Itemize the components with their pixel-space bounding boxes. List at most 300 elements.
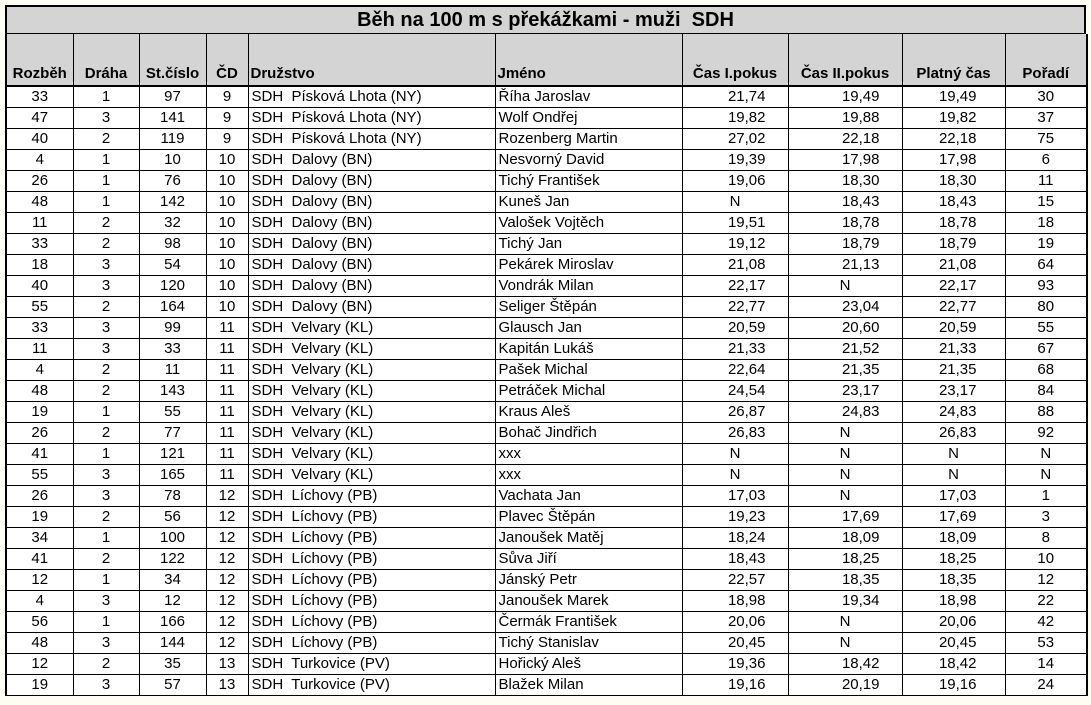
cell-valid-time: 18,42 <box>902 654 1005 675</box>
cell-team: SDH Dalovy (BN) <box>248 255 495 276</box>
cell-cd: 11 <box>206 360 248 381</box>
table-row <box>6 528 1087 549</box>
cell-time-2: N <box>788 612 902 633</box>
cell-draha: 3 <box>73 465 139 486</box>
cell-time-2: 19,34 <box>788 591 902 612</box>
cell-time-1: N <box>682 192 788 213</box>
cell-cd: 13 <box>206 654 248 675</box>
column-header-start-number: St.číslo <box>139 34 206 86</box>
cell-rank: 3 <box>1005 507 1087 528</box>
cell-time-2: 22,18 <box>788 129 902 150</box>
column-header-draha: Dráha <box>73 34 139 86</box>
cell-time-2: 21,35 <box>788 360 902 381</box>
cell-name: Kapitán Lukáš <box>495 339 682 360</box>
cell-team: SDH Písková Lhota (NY) <box>248 86 495 108</box>
cell-time-2: N <box>788 633 902 654</box>
cell-start-number: 99 <box>139 318 206 339</box>
cell-cd: 9 <box>206 108 248 129</box>
cell-team: SDH Líchovy (PB) <box>248 591 495 612</box>
cell-cd: 10 <box>206 255 248 276</box>
cell-start-number: 56 <box>139 507 206 528</box>
cell-valid-time: 17,69 <box>902 507 1005 528</box>
cell-draha: 1 <box>73 528 139 549</box>
cell-time-1: 19,16 <box>682 675 788 696</box>
cell-time-2: 18,79 <box>788 234 902 255</box>
cell-valid-time: 23,17 <box>902 381 1005 402</box>
cell-valid-time: 21,08 <box>902 255 1005 276</box>
cell-rank: 53 <box>1005 633 1087 654</box>
cell-start-number: 78 <box>139 486 206 507</box>
table-row <box>6 255 1087 276</box>
cell-time-2: 18,09 <box>788 528 902 549</box>
cell-rozbeh: 56 <box>6 612 73 633</box>
table-row <box>6 234 1087 255</box>
cell-valid-time: 20,45 <box>902 633 1005 654</box>
table-row <box>6 171 1087 192</box>
cell-valid-time: 22,18 <box>902 129 1005 150</box>
cell-rozbeh: 48 <box>6 381 73 402</box>
cell-rozbeh: 47 <box>6 108 73 129</box>
cell-time-1: 21,08 <box>682 255 788 276</box>
cell-start-number: 143 <box>139 381 206 402</box>
table-row <box>6 486 1087 507</box>
cell-rank: 80 <box>1005 297 1087 318</box>
cell-name: Blažek Milan <box>495 675 682 696</box>
cell-cd: 11 <box>206 444 248 465</box>
cell-cd: 11 <box>206 423 248 444</box>
cell-time-2: 18,30 <box>788 171 902 192</box>
cell-valid-time: 22,77 <box>902 297 1005 318</box>
table-row <box>6 612 1087 633</box>
cell-start-number: 77 <box>139 423 206 444</box>
cell-name: Janoušek Marek <box>495 591 682 612</box>
cell-rozbeh: 12 <box>6 570 73 591</box>
cell-name: Glausch Jan <box>495 318 682 339</box>
cell-team: SDH Líchovy (PB) <box>248 570 495 591</box>
cell-rozbeh: 12 <box>6 654 73 675</box>
cell-valid-time: 18,98 <box>902 591 1005 612</box>
cell-rank: 15 <box>1005 192 1087 213</box>
column-header-team: Družstvo <box>248 34 495 86</box>
cell-rozbeh: 40 <box>6 276 73 297</box>
cell-rozbeh: 41 <box>6 444 73 465</box>
cell-rozbeh: 33 <box>6 318 73 339</box>
cell-rozbeh: 33 <box>6 86 73 108</box>
cell-valid-time: 18,43 <box>902 192 1005 213</box>
cell-name: Říha Jaroslav <box>495 86 682 108</box>
table-row <box>6 339 1087 360</box>
cell-rank: 6 <box>1005 150 1087 171</box>
table-row <box>6 507 1087 528</box>
cell-rank: 12 <box>1005 570 1087 591</box>
cell-time-2: 18,35 <box>788 570 902 591</box>
cell-valid-time: 18,78 <box>902 213 1005 234</box>
cell-rozbeh: 33 <box>6 234 73 255</box>
cell-valid-time: 21,33 <box>902 339 1005 360</box>
cell-rank: 10 <box>1005 549 1087 570</box>
cell-start-number: 11 <box>139 360 206 381</box>
cell-team: SDH Písková Lhota (NY) <box>248 129 495 150</box>
cell-draha: 2 <box>73 234 139 255</box>
cell-name: xxx <box>495 444 682 465</box>
cell-cd: 13 <box>206 675 248 696</box>
cell-rozbeh: 19 <box>6 402 73 423</box>
cell-name: Sůva Jiří <box>495 549 682 570</box>
table-row <box>6 444 1087 465</box>
cell-rank: N <box>1005 444 1087 465</box>
cell-cd: 10 <box>206 234 248 255</box>
cell-time-1: 20,59 <box>682 318 788 339</box>
cell-name: Hořický Aleš <box>495 654 682 675</box>
cell-draha: 2 <box>73 549 139 570</box>
cell-valid-time: 18,30 <box>902 171 1005 192</box>
cell-valid-time: 21,35 <box>902 360 1005 381</box>
cell-rozbeh: 55 <box>6 465 73 486</box>
cell-rank: 88 <box>1005 402 1087 423</box>
table-row <box>6 360 1087 381</box>
cell-team: SDH Velvary (KL) <box>248 339 495 360</box>
cell-time-2: N <box>788 276 902 297</box>
results-sheet <box>5 5 1086 696</box>
cell-rozbeh: 48 <box>6 192 73 213</box>
cell-start-number: 76 <box>139 171 206 192</box>
cell-rank: 30 <box>1005 86 1087 108</box>
cell-draha: 3 <box>73 633 139 654</box>
cell-draha: 3 <box>73 675 139 696</box>
cell-team: SDH Velvary (KL) <box>248 360 495 381</box>
cell-start-number: 100 <box>139 528 206 549</box>
cell-rozbeh: 55 <box>6 297 73 318</box>
cell-rank: 55 <box>1005 318 1087 339</box>
cell-start-number: 97 <box>139 86 206 108</box>
cell-team: SDH Líchovy (PB) <box>248 486 495 507</box>
cell-draha: 1 <box>73 612 139 633</box>
cell-name: Vondrák Milan <box>495 276 682 297</box>
cell-name: xxx <box>495 465 682 486</box>
cell-time-1: 17,03 <box>682 486 788 507</box>
cell-team: SDH Dalovy (BN) <box>248 171 495 192</box>
cell-name: Nesvorný David <box>495 150 682 171</box>
cell-time-1: 18,24 <box>682 528 788 549</box>
cell-draha: 2 <box>73 360 139 381</box>
cell-start-number: 10 <box>139 150 206 171</box>
cell-cd: 11 <box>206 339 248 360</box>
cell-name: Jánský Petr <box>495 570 682 591</box>
table-row <box>6 633 1087 654</box>
table-row <box>6 192 1087 213</box>
cell-draha: 3 <box>73 276 139 297</box>
cell-cd: 11 <box>206 318 248 339</box>
cell-time-1: 18,98 <box>682 591 788 612</box>
cell-time-1: N <box>682 444 788 465</box>
table-row <box>6 591 1087 612</box>
cell-time-2: 19,49 <box>788 86 902 108</box>
cell-draha: 2 <box>73 213 139 234</box>
cell-cd: 10 <box>206 276 248 297</box>
cell-time-1: 19,82 <box>682 108 788 129</box>
cell-start-number: 35 <box>139 654 206 675</box>
cell-rank: 67 <box>1005 339 1087 360</box>
cell-time-2: N <box>788 486 902 507</box>
cell-draha: 2 <box>73 381 139 402</box>
cell-rozbeh: 18 <box>6 255 73 276</box>
cell-name: Seliger Štěpán <box>495 297 682 318</box>
cell-time-1: 19,36 <box>682 654 788 675</box>
cell-rozbeh: 26 <box>6 486 73 507</box>
table-row <box>6 381 1087 402</box>
table-row <box>6 654 1087 675</box>
cell-name: Valošek Vojtěch <box>495 213 682 234</box>
table-row <box>6 402 1087 423</box>
cell-valid-time: 20,06 <box>902 612 1005 633</box>
cell-cd: 12 <box>206 486 248 507</box>
cell-time-2: N <box>788 465 902 486</box>
cell-draha: 1 <box>73 86 139 108</box>
cell-time-2: 18,78 <box>788 213 902 234</box>
cell-draha: 1 <box>73 150 139 171</box>
cell-name: Bohač Jindřich <box>495 423 682 444</box>
table-row <box>6 108 1087 129</box>
cell-team: SDH Dalovy (BN) <box>248 192 495 213</box>
cell-time-2: 20,19 <box>788 675 902 696</box>
cell-cd: 12 <box>206 549 248 570</box>
cell-rank: 8 <box>1005 528 1087 549</box>
column-header-rozbeh: Rozběh <box>6 34 73 86</box>
cell-name: Kuneš Jan <box>495 192 682 213</box>
cell-draha: 1 <box>73 444 139 465</box>
table-row <box>6 549 1087 570</box>
cell-rank: 42 <box>1005 612 1087 633</box>
cell-start-number: 120 <box>139 276 206 297</box>
cell-rank: 24 <box>1005 675 1087 696</box>
cell-time-1: 19,12 <box>682 234 788 255</box>
cell-rank: 1 <box>1005 486 1087 507</box>
cell-name: Vachata Jan <box>495 486 682 507</box>
cell-rozbeh: 11 <box>6 339 73 360</box>
cell-valid-time: 17,03 <box>902 486 1005 507</box>
table-row <box>6 675 1087 696</box>
cell-rozbeh: 26 <box>6 423 73 444</box>
cell-start-number: 165 <box>139 465 206 486</box>
cell-team: SDH Písková Lhota (NY) <box>248 108 495 129</box>
cell-cd: 9 <box>206 86 248 108</box>
cell-team: SDH Dalovy (BN) <box>248 234 495 255</box>
cell-start-number: 142 <box>139 192 206 213</box>
cell-team: SDH Velvary (KL) <box>248 465 495 486</box>
cell-time-1: 22,77 <box>682 297 788 318</box>
cell-name: Tichý Jan <box>495 234 682 255</box>
table-row <box>6 276 1087 297</box>
cell-name: Rozenberg Martin <box>495 129 682 150</box>
cell-rank: 18 <box>1005 213 1087 234</box>
cell-draha: 2 <box>73 297 139 318</box>
cell-valid-time: 19,16 <box>902 675 1005 696</box>
cell-rozbeh: 41 <box>6 549 73 570</box>
cell-valid-time: N <box>902 465 1005 486</box>
cell-valid-time: 18,25 <box>902 549 1005 570</box>
cell-time-1: 21,74 <box>682 86 788 108</box>
cell-draha: 2 <box>73 129 139 150</box>
cell-team: SDH Líchovy (PB) <box>248 528 495 549</box>
table-row <box>6 150 1087 171</box>
cell-rank: 19 <box>1005 234 1087 255</box>
column-header-time-1: Čas I.pokus <box>682 34 788 86</box>
cell-time-2: 18,42 <box>788 654 902 675</box>
cell-start-number: 12 <box>139 591 206 612</box>
table-row <box>6 570 1087 591</box>
cell-name: Čermák František <box>495 612 682 633</box>
cell-valid-time: 18,79 <box>902 234 1005 255</box>
cell-team: SDH Líchovy (PB) <box>248 633 495 654</box>
cell-cd: 12 <box>206 528 248 549</box>
cell-cd: 12 <box>206 507 248 528</box>
cell-rank: 14 <box>1005 654 1087 675</box>
cell-time-1: 19,23 <box>682 507 788 528</box>
cell-rank: 92 <box>1005 423 1087 444</box>
cell-time-1: 20,45 <box>682 633 788 654</box>
cell-team: SDH Líchovy (PB) <box>248 507 495 528</box>
cell-valid-time: 18,35 <box>902 570 1005 591</box>
cell-time-2: 24,83 <box>788 402 902 423</box>
table-row <box>6 465 1087 486</box>
cell-cd: 12 <box>206 633 248 654</box>
cell-draha: 3 <box>73 486 139 507</box>
cell-valid-time: 24,83 <box>902 402 1005 423</box>
cell-draha: 1 <box>73 171 139 192</box>
table-row <box>6 213 1087 234</box>
cell-cd: 12 <box>206 591 248 612</box>
cell-start-number: 141 <box>139 108 206 129</box>
cell-time-1: 24,54 <box>682 381 788 402</box>
cell-time-1: 26,83 <box>682 423 788 444</box>
cell-time-2: 20,60 <box>788 318 902 339</box>
cell-time-1: 19,39 <box>682 150 788 171</box>
cell-rank: 11 <box>1005 171 1087 192</box>
cell-team: SDH Turkovice (PV) <box>248 675 495 696</box>
cell-cd: 11 <box>206 381 248 402</box>
cell-time-1: 22,64 <box>682 360 788 381</box>
cell-team: SDH Turkovice (PV) <box>248 654 495 675</box>
cell-cd: 12 <box>206 612 248 633</box>
cell-cd: 10 <box>206 150 248 171</box>
table-row <box>6 86 1087 108</box>
cell-team: SDH Líchovy (PB) <box>248 549 495 570</box>
cell-rozbeh: 4 <box>6 591 73 612</box>
cell-cd: 11 <box>206 402 248 423</box>
cell-start-number: 33 <box>139 339 206 360</box>
cell-time-2: 23,17 <box>788 381 902 402</box>
cell-draha: 3 <box>73 318 139 339</box>
cell-valid-time: 17,98 <box>902 150 1005 171</box>
table-row <box>6 297 1087 318</box>
sheet-title: Běh na 100 m s překážkami - muži SDH <box>5 5 1086 34</box>
cell-rozbeh: 4 <box>6 150 73 171</box>
cell-time-2: 21,13 <box>788 255 902 276</box>
cell-name: Plavec Štěpán <box>495 507 682 528</box>
cell-valid-time: 19,49 <box>902 86 1005 108</box>
cell-draha: 2 <box>73 423 139 444</box>
cell-name: Wolf Ondřej <box>495 108 682 129</box>
cell-start-number: 98 <box>139 234 206 255</box>
cell-time-2: 18,43 <box>788 192 902 213</box>
cell-start-number: 122 <box>139 549 206 570</box>
cell-rozbeh: 4 <box>6 360 73 381</box>
cell-name: Pekárek Miroslav <box>495 255 682 276</box>
cell-time-1: 26,87 <box>682 402 788 423</box>
cell-start-number: 166 <box>139 612 206 633</box>
cell-start-number: 34 <box>139 570 206 591</box>
cell-draha: 1 <box>73 570 139 591</box>
cell-cd: 11 <box>206 465 248 486</box>
cell-name: Petráček Michal <box>495 381 682 402</box>
cell-start-number: 54 <box>139 255 206 276</box>
table-row <box>6 129 1087 150</box>
cell-name: Pašek Michal <box>495 360 682 381</box>
cell-team: SDH Velvary (KL) <box>248 318 495 339</box>
cell-draha: 3 <box>73 108 139 129</box>
cell-team: SDH Velvary (KL) <box>248 381 495 402</box>
cell-time-1: 18,43 <box>682 549 788 570</box>
table-row <box>6 318 1087 339</box>
cell-team: SDH Velvary (KL) <box>248 444 495 465</box>
cell-time-1: 21,33 <box>682 339 788 360</box>
cell-rozbeh: 34 <box>6 528 73 549</box>
cell-time-2: N <box>788 423 902 444</box>
cell-valid-time: 26,83 <box>902 423 1005 444</box>
cell-start-number: 164 <box>139 297 206 318</box>
cell-rozbeh: 11 <box>6 213 73 234</box>
cell-start-number: 55 <box>139 402 206 423</box>
header-row <box>6 34 1087 86</box>
cell-time-1: 20,06 <box>682 612 788 633</box>
cell-rozbeh: 19 <box>6 507 73 528</box>
cell-cd: 10 <box>206 171 248 192</box>
cell-start-number: 144 <box>139 633 206 654</box>
cell-team: SDH Velvary (KL) <box>248 423 495 444</box>
cell-start-number: 121 <box>139 444 206 465</box>
cell-rank: 75 <box>1005 129 1087 150</box>
cell-rank: 84 <box>1005 381 1087 402</box>
cell-team: SDH Dalovy (BN) <box>248 150 495 171</box>
cell-rozbeh: 48 <box>6 633 73 654</box>
cell-time-2: 17,98 <box>788 150 902 171</box>
cell-rozbeh: 26 <box>6 171 73 192</box>
cell-time-2: 17,69 <box>788 507 902 528</box>
cell-rank: 68 <box>1005 360 1087 381</box>
column-header-time-2: Čas II.pokus <box>788 34 902 86</box>
cell-valid-time: 19,82 <box>902 108 1005 129</box>
cell-rank: N <box>1005 465 1087 486</box>
cell-time-2: 18,25 <box>788 549 902 570</box>
cell-time-1: 22,57 <box>682 570 788 591</box>
cell-time-2: 21,52 <box>788 339 902 360</box>
column-header-valid-time: Platný čas <box>902 34 1005 86</box>
cell-rank: 22 <box>1005 591 1087 612</box>
cell-cd: 10 <box>206 297 248 318</box>
cell-name: Janoušek Matěj <box>495 528 682 549</box>
cell-draha: 1 <box>73 402 139 423</box>
cell-time-1: 22,17 <box>682 276 788 297</box>
cell-rozbeh: 40 <box>6 129 73 150</box>
cell-team: SDH Líchovy (PB) <box>248 612 495 633</box>
cell-rank: 64 <box>1005 255 1087 276</box>
cell-valid-time: 18,09 <box>902 528 1005 549</box>
cell-draha: 2 <box>73 507 139 528</box>
cell-rank: 93 <box>1005 276 1087 297</box>
cell-time-1: 19,06 <box>682 171 788 192</box>
cell-time-2: 23,04 <box>788 297 902 318</box>
cell-start-number: 57 <box>139 675 206 696</box>
